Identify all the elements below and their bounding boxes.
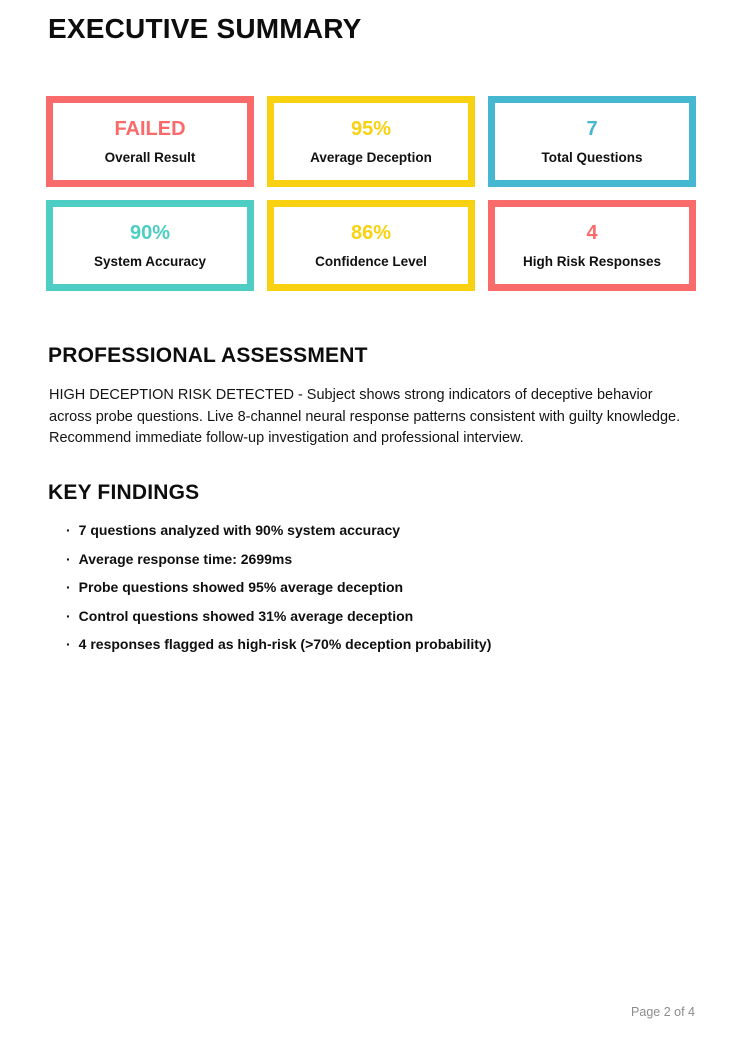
- card-value: 90%: [129, 221, 171, 244]
- card-value: 95%: [350, 117, 392, 140]
- finding-text: Average response time: 2699ms: [78, 550, 293, 567]
- card-confidence-level: [267, 200, 475, 291]
- card-high-risk-responses: [488, 200, 696, 291]
- card-label: Average Deception: [310, 149, 432, 165]
- assessment-text: HIGH DECEPTION RISK DETECTED - Subject shows strong indicators of deceptive behavior across probe questions. Live 8-channel neural response patterns consistent with guilty knowledge. Recommend immediate follow-up investigation and professional interview.: [49, 387, 681, 446]
- finding-text: 7 questions analyzed with 90% system accuracy: [78, 522, 401, 538]
- list-item: [66, 552, 491, 566]
- finding-text: 4 responses flagged as high-risk (>70% deception probability): [78, 636, 492, 652]
- card-system-accuracy: [46, 200, 254, 291]
- card-label: System Accuracy: [93, 253, 207, 269]
- list-item: [66, 523, 491, 537]
- key-findings-list: [66, 523, 491, 666]
- card-label: Overall Result: [104, 149, 196, 165]
- professional-assessment-heading: PROFESSIONAL ASSESSMENT: [48, 344, 368, 367]
- bullet-dot: ·: [66, 579, 71, 595]
- finding-text: Control questions showed 31% average deception: [78, 607, 414, 624]
- card-value: 7: [586, 117, 598, 140]
- bullet-dot: ·: [66, 636, 71, 652]
- bullet-dot: ·: [66, 607, 71, 624]
- finding-text: Probe questions showed 95% average deception: [78, 579, 404, 595]
- card-value: 86%: [350, 221, 392, 244]
- card-label: Total Questions: [541, 149, 643, 165]
- summary-cards: [46, 96, 696, 291]
- card-total-questions: [488, 96, 696, 187]
- bullet-dot: ·: [66, 550, 71, 567]
- list-item: [66, 637, 491, 651]
- bullet-dot: ·: [66, 522, 71, 538]
- card-label: Confidence Level: [315, 253, 427, 269]
- list-item: [66, 580, 491, 594]
- card-average-deception: [267, 96, 475, 187]
- card-label: High Risk Responses: [522, 253, 662, 269]
- page-title: EXECUTIVE SUMMARY: [48, 13, 362, 44]
- page-number: Page 2 of 4: [631, 1005, 695, 1019]
- card-value: 4: [586, 221, 598, 244]
- card-value: FAILED: [114, 117, 186, 140]
- list-item: [66, 609, 491, 623]
- key-findings-heading: KEY FINDINGS: [48, 481, 200, 504]
- card-overall-result: [46, 96, 254, 187]
